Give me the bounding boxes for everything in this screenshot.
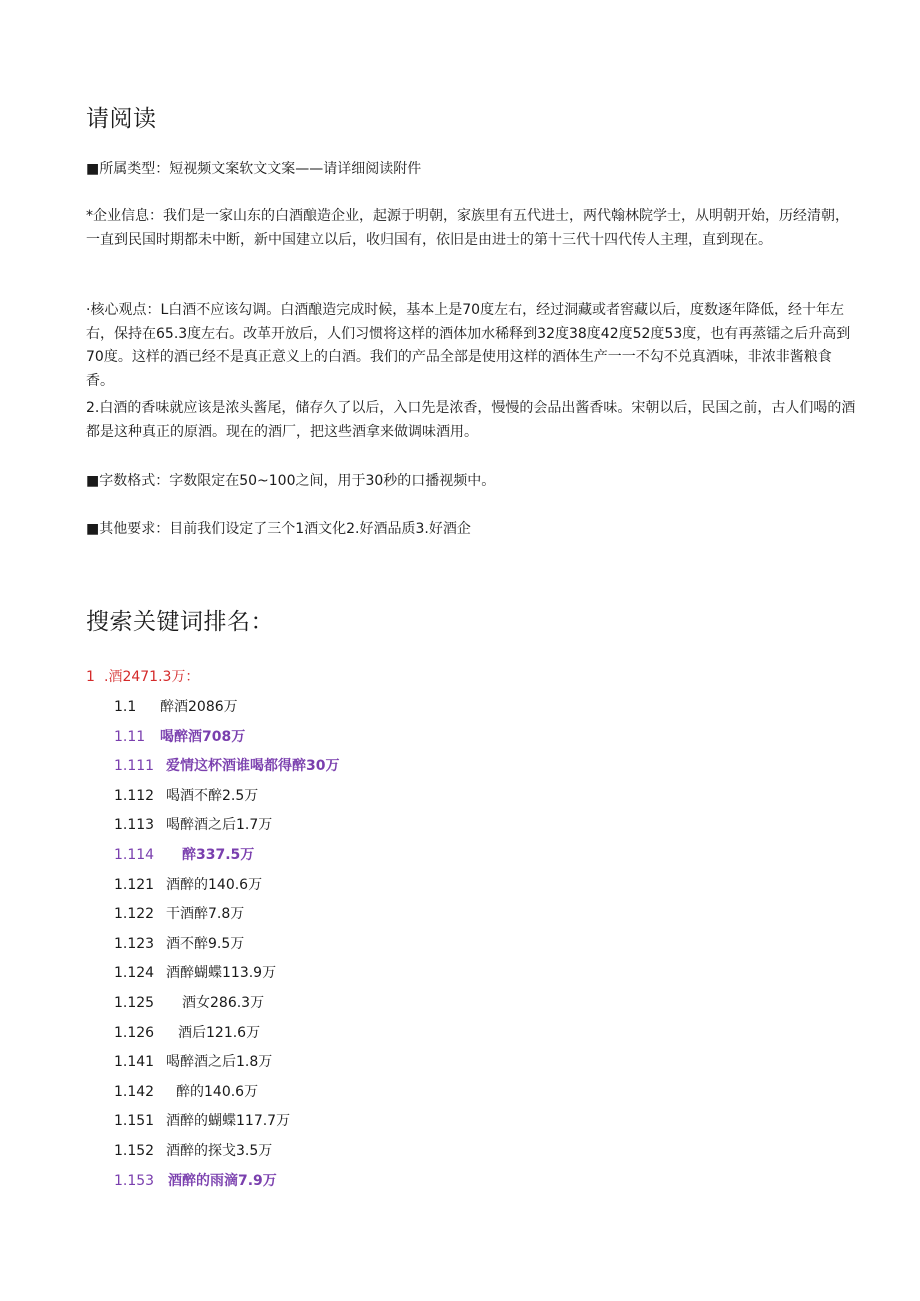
keyword-row xyxy=(114,1052,272,1072)
keyword-number: 1.122 xyxy=(114,906,155,923)
keyword-row xyxy=(114,1023,260,1043)
keyword-number: 1.124 xyxy=(114,965,155,982)
keyword-row xyxy=(114,963,276,983)
keyword-text: 喝酒不醉2.5万 xyxy=(166,787,259,804)
keyword-text: 酒后121.6万 xyxy=(178,1024,261,1041)
keyword-text: 醉337.5万 xyxy=(182,847,255,863)
keyword-number: 1.123 xyxy=(114,935,155,952)
keyword-text: 酒醉的140.6万 xyxy=(166,876,263,893)
keyword-number: 1.114 xyxy=(114,847,155,863)
keyword-text: 酒不醉9.5万 xyxy=(166,935,245,952)
keyword-number: 1.153 xyxy=(114,1172,155,1189)
top-keyword-number: 1 xyxy=(86,669,95,685)
keyword-number: 1.11 xyxy=(114,728,146,745)
keyword-row xyxy=(114,815,272,835)
keyword-number: 1.141 xyxy=(114,1054,155,1071)
keyword-row xyxy=(114,875,262,895)
core-view-1: ·核心观点：L白酒不应该勾调。白酒酿造完成时候，基本上是70度左右，经过洞藏或者窖藏以后，度数逐年降低，经十年左右，保持在65.3度左右。改革开放后，人们习惯将这样的酒体加水稀释到32度38度42度52度53度，也有再蒸镭之后升高到70度。这样的酒已经不是真正意义上的白酒。我们的产品全部是使用这样的酒体生产一一不勾不兑真酒味，非浓非酱粮食香。 xyxy=(86,302,851,389)
keyword-row xyxy=(114,1171,277,1191)
top-keyword xyxy=(86,667,199,687)
keyword-row xyxy=(114,697,238,717)
company-info: *企业信息：我们是一家山东的白酒酿造企业，起源于明朝，家族里有五代进士，两代翰林院学士，从明朝开始，历经清朝，一直到民国时期都未中断，新中国建立以后，收归国有，依旧是由进士的第十三代十四代传人主理，直到现在。 xyxy=(86,208,849,248)
core-view-2: 2.白酒的香味就应该是浓头酱尾，储存久了以后，入口先是浓香，慢慢的会品出酱香味。宋朝以后，民国之前，古人们喝的酒都是这种真正的原酒。现在的酒厂，把这些酒拿来做调味酒用。 xyxy=(86,400,856,440)
top-keyword-text: .酒2471.3万： xyxy=(104,669,200,685)
keyword-number: 1.152 xyxy=(114,1143,155,1159)
keyword-row xyxy=(114,1111,290,1131)
keyword-row xyxy=(114,904,244,924)
heading-read: 请阅读 xyxy=(86,106,157,132)
keyword-number: 1.113 xyxy=(114,817,155,834)
keyword-text: 爱情这杯酒谁喝都得醉30万 xyxy=(166,758,340,775)
keyword-row xyxy=(114,934,244,954)
keyword-number: 1.142 xyxy=(114,1083,155,1100)
keyword-text: 醉酒2086万 xyxy=(160,699,238,715)
keyword-number: 1.151 xyxy=(114,1113,155,1130)
keyword-row xyxy=(114,993,264,1013)
keyword-number: 1.125 xyxy=(114,995,155,1011)
keyword-row xyxy=(114,1082,258,1102)
keyword-row xyxy=(114,756,339,776)
keyword-text: 喝醉酒708万 xyxy=(160,728,246,745)
keyword-number: 1.126 xyxy=(114,1024,155,1041)
keyword-text: 酒女286.3万 xyxy=(182,995,265,1011)
word-format: ■字数格式：字数限定在50~100之间，用于30秒的口播视频中。 xyxy=(86,473,496,489)
keyword-number: 1.112 xyxy=(114,787,155,804)
keyword-text: 酒醉蝴蝶113.9万 xyxy=(166,965,277,982)
keyword-text: 喝醉酒之后1.8万 xyxy=(166,1054,273,1071)
keyword-number: 1.121 xyxy=(114,876,155,893)
keyword-row xyxy=(114,786,258,806)
other-requirements: ■其他要求：目前我们设定了三个1酒文化2.好酒品质3.好酒企 xyxy=(86,521,471,537)
keyword-text: 干酒醉7.8万 xyxy=(166,906,245,923)
keyword-text: 酒醉的探戈3.5万 xyxy=(166,1143,273,1159)
keyword-text: 喝醉酒之后1.7万 xyxy=(166,817,273,834)
keyword-row xyxy=(114,845,254,865)
heading-keywords: 搜索关键词排名： xyxy=(86,609,274,635)
keyword-row xyxy=(114,727,245,747)
keyword-text: 醉的140.6万 xyxy=(176,1083,259,1100)
keyword-number: 1.1 xyxy=(114,699,137,715)
type-line: ■所属类型：短视频文案软文文案——请详细阅读附件 xyxy=(86,161,422,177)
keyword-text: 酒醉的雨滴7.9万 xyxy=(168,1172,277,1189)
keyword-number: 1.111 xyxy=(114,758,155,775)
keyword-text: 酒醉的蝴蝶117.7万 xyxy=(166,1113,291,1130)
keyword-row xyxy=(114,1141,272,1161)
